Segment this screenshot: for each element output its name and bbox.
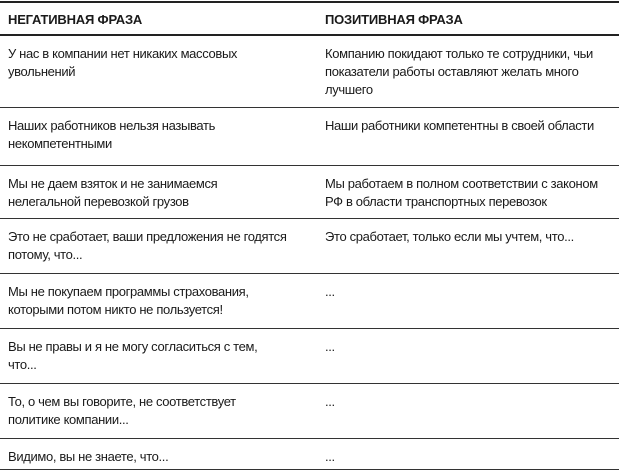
negative-phrase: То, о чем вы говорите, не соответствует политике компании... bbox=[8, 394, 236, 427]
negative-phrase: Вы не правы и я не могу согласиться с тем, что... bbox=[8, 339, 258, 372]
negative-phrase: Видимо, вы не знаете, что... bbox=[8, 449, 169, 464]
table-row bbox=[0, 166, 619, 219]
negative-phrase: Наших работников нельзя называть некомпетентными bbox=[8, 118, 215, 151]
positive-phrase: ... bbox=[325, 284, 335, 299]
positive-phrase: Наши работники компетентны в своей области bbox=[325, 118, 594, 133]
negative-phrase: Мы не покупаем программы страхования, которыми потом никто не пользуется! bbox=[8, 284, 249, 317]
table-row bbox=[0, 384, 619, 439]
positive-phrase: Это сработает, только если мы учтем, что... bbox=[325, 229, 574, 244]
positive-phrase: ... bbox=[325, 339, 335, 354]
negative-phrase: У нас в компании нет никаких массовых увольнений bbox=[8, 46, 238, 79]
positive-phrase: ... bbox=[325, 449, 335, 464]
header-negative: НЕГАТИВНАЯ ФРАЗА bbox=[8, 12, 143, 27]
table-header bbox=[0, 3, 619, 36]
table-row bbox=[0, 36, 619, 108]
positive-phrase: Мы работаем в полном соответствии с законом РФ в области транспортных перевозок bbox=[325, 176, 598, 209]
table-row bbox=[0, 274, 619, 329]
phrases-table bbox=[0, 1, 619, 470]
table-row bbox=[0, 329, 619, 384]
positive-phrase: Компанию покидают только те сотрудники, чьи показатели работы оставляют желать много лучшего bbox=[325, 46, 593, 97]
table-row bbox=[0, 219, 619, 274]
positive-phrase: ... bbox=[325, 394, 335, 409]
table-row bbox=[0, 108, 619, 166]
negative-phrase: Это не сработает, ваши предложения не годятся потому, что... bbox=[8, 229, 287, 262]
table-row bbox=[0, 439, 619, 470]
negative-phrase: Мы не даем взяток и не занимаемся нелегальной перевозкой грузов bbox=[8, 176, 218, 209]
header-positive: ПОЗИТИВНАЯ ФРАЗА bbox=[325, 12, 463, 27]
